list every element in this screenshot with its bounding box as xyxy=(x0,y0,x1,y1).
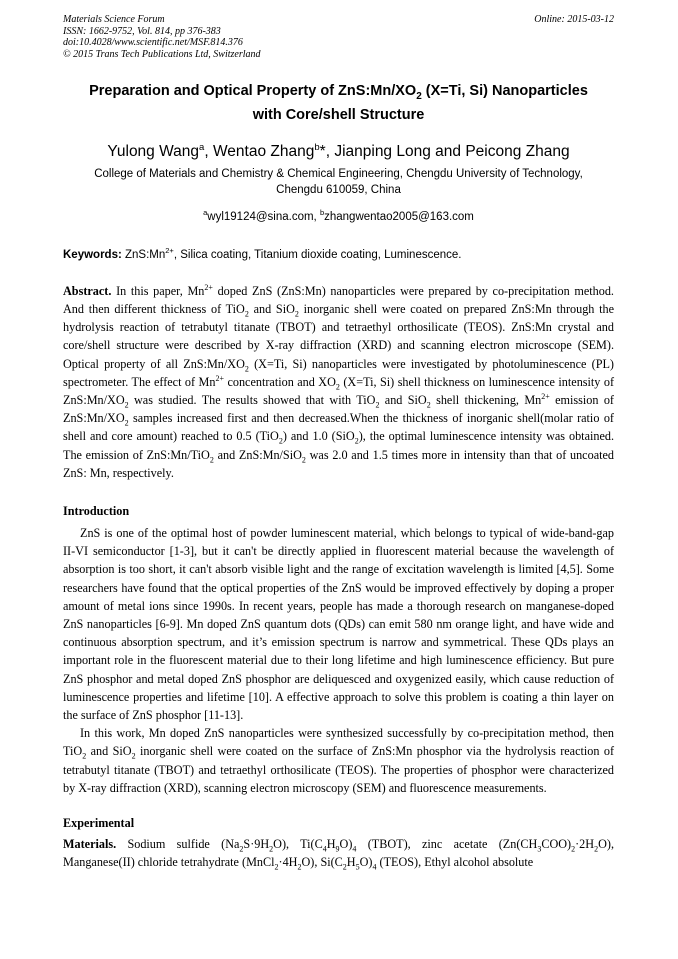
introduction-heading: Introduction xyxy=(63,503,130,518)
doi-line: doi:10.4028/www.scientific.net/MSF.814.376 xyxy=(63,37,243,48)
experimental-heading: Experimental xyxy=(63,815,135,830)
affiliation: College of Materials and Chemistry & Chemical Engineering, Chengdu University of Technology, Chengdu 610059, China xyxy=(94,168,583,197)
introduction-paragraph-1: ZnS is one of the optimal host of powder luminescent material, which belongs to typical of wide-band-gap II-VI semiconductor [1-3], but it can't be directly applied in fluorescent material because the wavelength of absorption is too short, it can't absorb visible light and the range of excitation wavelength is limited [4,5]. Some researchers have found that the optical properties of the ZnS would be improved effectively by doping a proper amount of metal ions since 1990s. In recent years, people has made a thorough research on manganese-doped ZnS nanoparticles [6-9]. Mn doped ZnS quantum dots (QDs) can emit 580 nm orange light, and have wide and continuous absorption spectrum, and it’s emission spectrum is narrow and symmetrical. These QDs plays an important role in the fluorescent material due to their long lifetime and high luminescence efficiency. But pure ZnS phosphor and metal doped ZnS phosphor are deliquesced and oxygenized easily, which cause reduction of luminescence properties and lifetime [10]. A effective approach to solve this problem is coating a thin layer on the surface of ZnS phosphor [11-13]. xyxy=(63,525,614,722)
online-date: Online: 2015-03-12 xyxy=(534,14,614,25)
materials-paragraph: Materials. Sodium sulfide $(Na_2S\cdot 9H_2O)$, $Ti(C_4H_9O)_4$ (TBOT), zinc acetate $(Zn(CH_3COO)_2\cdot 2H_2O)$, Manganese(II) chloride tetrahydrate $(MnCl_2\cdot 4H_2O)$, $Si(C_2H_5O)_4$ (TEOS), Ethyl alcohol absolute xyxy=(63,836,614,872)
author-list: Yulong Wang$^a$, Wentao Zhang$^b$*, Jianping Long and Peicong Zhang xyxy=(107,141,570,161)
copyright-line: © 2015 Trans Tech Publications Ltd, Switzerland xyxy=(63,48,261,60)
keywords: Keywords: $ZnS:Mn^{2+}$, Silica coating, Titanium dioxide coating, Luminescence. xyxy=(63,245,462,261)
abstract: Abstract. In this paper, $Mn^{2+}$ doped ZnS (ZnS:Mn) nanoparticles were prepared by co-precipitation method. And then different thickness of TiO$_2$ and SiO$_2$ inorganic shell were coated on prepared ZnS:Mn through the hydrolysis reaction of tetrabutyl titanate (TBOT) and tetraethyl orthosilicate (TEOS). ZnS:Mn crystal and core/shell structure were described by X-ray diffraction (XRD) and scanning electron microscope (SEM). Optical property of all $ZnS:Mn/XO_2$ (X=Ti, Si) nanoparticles were investigated by photoluminescence (PL) spectrometer. The effect of $Mn^{2+}$ concentration and $XO_2$ (X=Ti, Si) shell thickness on luminescence intensity of $ZnS:Mn/XO_2$ was studied. The results showed that with TiO$_2$ and SiO$_2$ shell thickening, $Mn^{2+}$ emission of $ZnS:Mn/XO_2$ samples increased first and then decreased.When the thickness of inorganic shell(molar ratio of shell and core amount) reached to 0.5 (TiO$_2$) and 1.0 (SiO$_2$), the optimal luminescence intensity was obtained. The emission of ZnS:Mn/TiO$_2$ and ZnS:Mn/SiO$_2$ was 2.0 and 1.5 times more in intensity than that of uncoated ZnS: Mn, respectively. xyxy=(63,282,615,480)
journal-name: Materials Science Forum xyxy=(63,14,165,25)
journal-header xyxy=(63,14,614,60)
issn-line: ISSN: 1662-9752, Vol. 814, pp 376-383 xyxy=(63,25,221,37)
paper-title: Preparation and Optical Property of $ZnS:Mn/XO_2$ (X=Ti, Si) Nanoparticles with Core/shell Structure xyxy=(89,83,588,123)
introduction-paragraph-2: In this work, Mn doped ZnS nanoparticles were synthesized successfully by co-precipitation method, then TiO$_2$ and SiO$_2$ inorganic shell were coated on the surface of ZnS:Mn phosphor via the hydrolysis reaction of tetrabutyl titanate (TBOT) and tetraethyl orthosilicate (TEOS). The properties of phosphor were characterized by X-ray diffraction (XRD), scanning electron microscopy (SEM) and fluorescence measurements. xyxy=(63,726,614,795)
paper-page xyxy=(63,14,614,871)
author-emails: $^a$wyl19124@sina.com, $^b$zhangwentao2005@163.com xyxy=(203,208,474,223)
